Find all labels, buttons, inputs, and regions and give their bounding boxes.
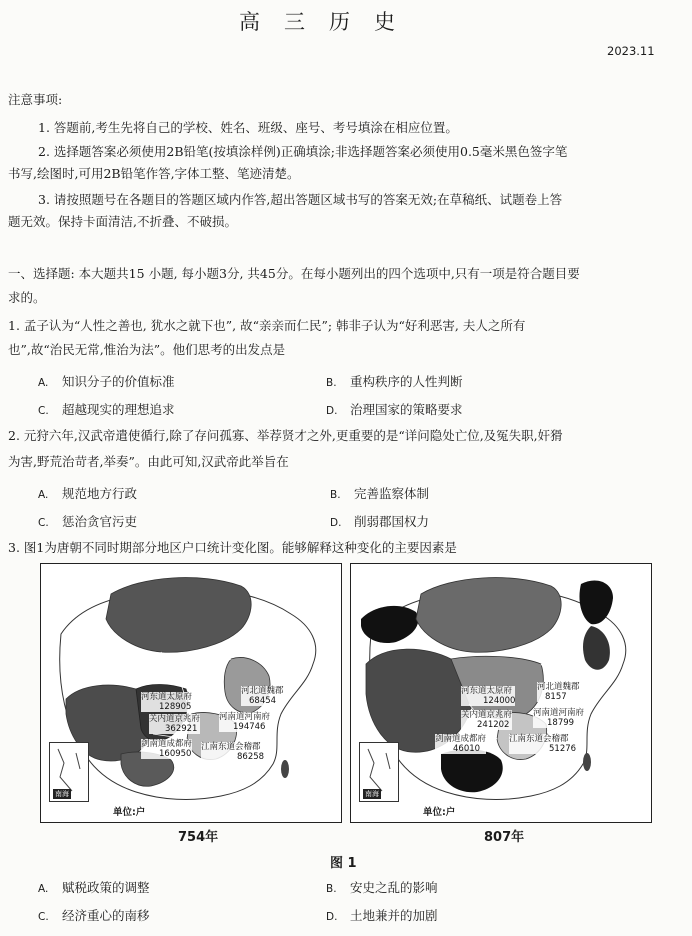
- inset-label: 南海: [55, 790, 69, 798]
- q3-option-b[interactable]: [326, 878, 438, 896]
- page-title: 高三历史: [239, 10, 419, 34]
- option-text: 经济重心的南移: [62, 908, 150, 923]
- map-754-label-taiyuan: 河东道太原府 128905: [141, 692, 193, 712]
- map-754: [40, 563, 342, 823]
- map-754-unit: 单位:户: [113, 807, 146, 818]
- map-807-label-henan: 河南道河南府 18799: [533, 708, 585, 728]
- map-754-label-jingzhao: 关内道京兆府 362921: [149, 714, 201, 734]
- note-item: 书写,绘图时,可用2B铅笔作答,字体工整、笔迹清楚。: [8, 166, 300, 181]
- option-text: 削弱郡国权力: [354, 514, 430, 529]
- question-3-stem: 3. 图1为唐朝不同时期部分地区户口统计变化图。能够解释这种变化的主要因素是: [8, 540, 457, 555]
- option-letter: A.: [38, 377, 49, 389]
- map-807-label-jingzhao: 关内道京兆府 241202: [461, 710, 513, 730]
- q2-option-b[interactable]: [330, 484, 429, 502]
- map-754-year: 754年: [178, 830, 219, 845]
- q1-option-d[interactable]: [326, 400, 463, 418]
- option-letter: B.: [326, 377, 337, 389]
- inset-label: 南海: [365, 790, 379, 798]
- q2-option-a[interactable]: [38, 484, 137, 502]
- option-text: 超越现实的理想追求: [62, 402, 175, 417]
- option-letter: A.: [38, 489, 49, 501]
- question-1-stem: 1. 孟子认为“人性之善也, 犹水之就下也”, 故“亲亲而仁民”; 韩非子认为“好利恶害, 夫人之所有: [8, 318, 526, 333]
- option-text: 知识分子的价值标准: [62, 374, 175, 389]
- notes-heading: 注意事项:: [8, 92, 63, 107]
- figure-caption: 图 1: [330, 856, 357, 871]
- option-text: 治理国家的策略要求: [350, 402, 463, 417]
- option-letter: C.: [38, 911, 49, 923]
- map-754-label-chengdu: 剑南道成都府 160950: [141, 739, 193, 759]
- note-item: 题无效。保持卡面清洁,不折叠、不破损。: [8, 214, 237, 229]
- option-text: 赋税政策的调整: [62, 880, 150, 895]
- map-807-year: 807年: [484, 830, 525, 845]
- question-2-stem-cont: 为害,野荒治苛者,举奏”。由此可知,汉武帝此举旨在: [8, 454, 289, 469]
- option-letter: A.: [38, 883, 49, 895]
- q3-option-d[interactable]: [326, 906, 438, 924]
- option-letter: B.: [330, 489, 341, 501]
- map-807: [350, 563, 652, 823]
- q1-option-a[interactable]: [38, 372, 175, 390]
- option-text: 规范地方行政: [62, 486, 138, 501]
- option-letter: D.: [326, 405, 338, 417]
- question-1-stem-cont: 也”,故“治民无常,惟治为法”。他们思考的出发点是: [8, 342, 286, 357]
- map-807-label-weijun: 河北道魏郡 8157: [537, 682, 580, 702]
- exam-date: 2023.11: [607, 44, 655, 58]
- map-754-label-henan: 河南道河南府 194746: [219, 712, 271, 732]
- question-2-stem: 2. 元狩六年,汉武帝遣使循行,除了存问孤寡、举荐贤才之外,更重要的是“详问隐处亡位,及冤失职,奸猾: [8, 428, 563, 443]
- option-text: 惩治贪官污吏: [62, 514, 138, 529]
- map-807-south-sea-inset: [359, 742, 399, 802]
- map-754-label-weijun: 河北道魏郡 68454: [241, 686, 284, 706]
- map-754-south-sea-inset: [49, 742, 89, 802]
- map-807-label-taiyuan: 河东道太原府 124000: [461, 686, 516, 706]
- option-text: 重构秩序的人性判断: [350, 374, 463, 389]
- q1-option-c[interactable]: [38, 400, 175, 418]
- q1-option-b[interactable]: [326, 372, 463, 390]
- q3-option-c[interactable]: [38, 906, 150, 924]
- option-text: 完善监察体制: [354, 486, 430, 501]
- map-807-unit: 单位:户: [423, 807, 456, 818]
- option-letter: D.: [326, 911, 338, 923]
- map-754-label-kuaiji: 江南东道会稽郡 86258: [201, 742, 265, 762]
- option-letter: C.: [38, 405, 49, 417]
- option-letter: D.: [330, 517, 342, 529]
- map-807-label-chengdu: 剑南道成都府 46010: [435, 734, 487, 754]
- option-text: 土地兼并的加剧: [350, 908, 438, 923]
- option-letter: C.: [38, 517, 49, 529]
- note-item: 3. 请按照题号在各题目的答题区域内作答,超出答题区域书写的答案无效;在草稿纸、试题卷上答: [38, 192, 563, 207]
- option-letter: B.: [326, 883, 337, 895]
- map-807-label-kuaiji: 江南东道会稽郡 51276: [509, 734, 577, 754]
- option-text: 安史之乱的影响: [350, 880, 438, 895]
- note-item: 2. 选择题答案必须使用2B铅笔(按填涂样例)正确填涂;非选择题答案必须使用0.5毫米黑色签字笔: [38, 144, 568, 159]
- q3-option-a[interactable]: [38, 878, 150, 896]
- q2-option-d[interactable]: [330, 512, 429, 530]
- section-heading: 一、选择题: 本大题共15 小题, 每小题3分, 共45分。在每小题列出的四个选项中,只有一项是符合题目要: [8, 266, 580, 281]
- section-heading-cont: 求的。: [8, 290, 46, 305]
- q2-option-c[interactable]: [38, 512, 137, 530]
- note-item: 1. 答题前,考生先将自己的学校、姓名、班级、座号、考号填涂在相应位置。: [38, 120, 458, 135]
